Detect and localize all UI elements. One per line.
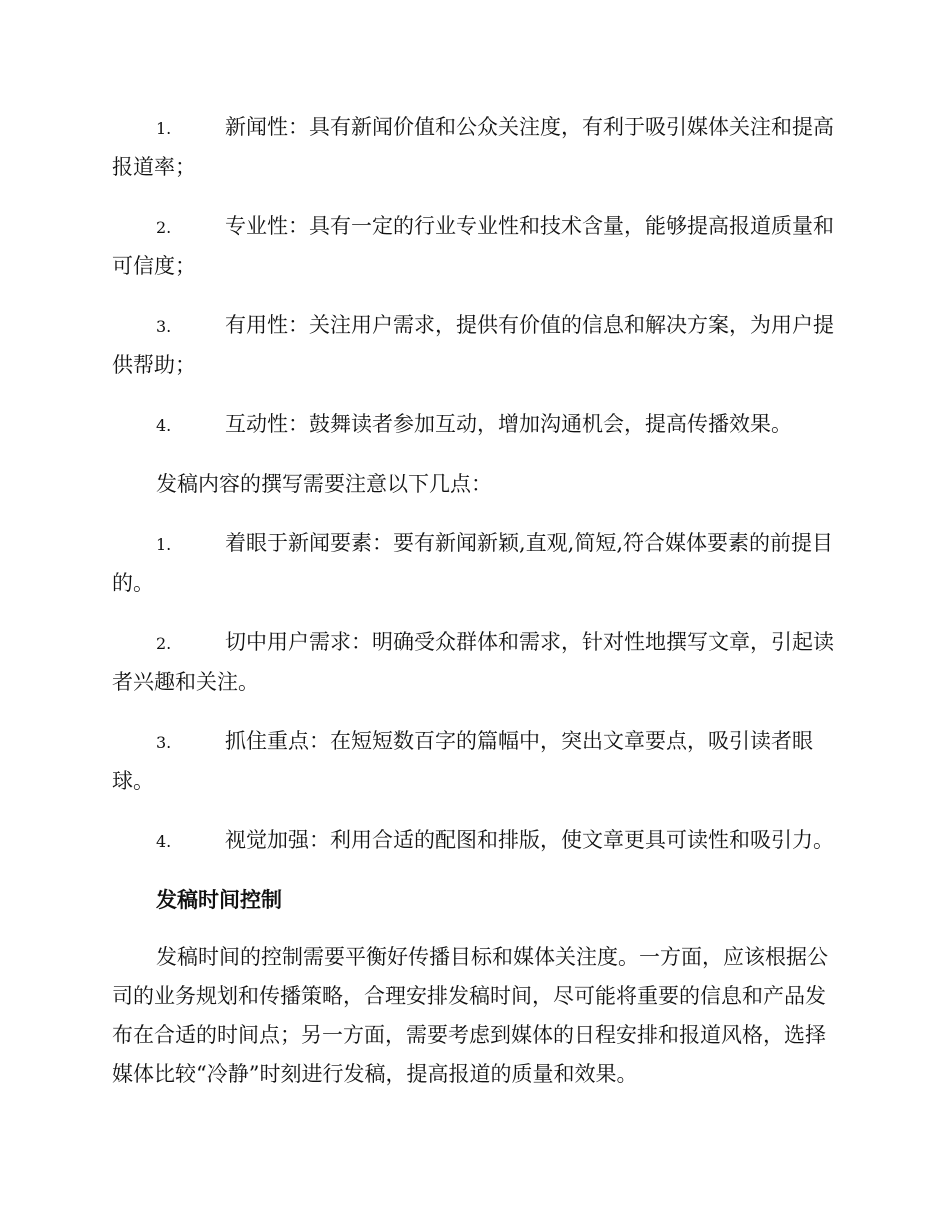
criteria-item-2 (112, 207, 836, 286)
section-body: 发稿时间的控制需要平衡好传播目标和媒体关注度。一方面，应该根据公司的业务规划和传播策略，合理安排发稿时间，尽可能将重要的信息和产品发布在合适的时间点；另一方面，需要考虑到媒体的日程安排和报道风格，选择媒体比较“冷静”时刻进行发稿，提高报道的质量和效果。 (112, 945, 828, 1086)
list-text: 互动性：鼓舞读者参加互动，增加沟通机会，提高传播效果。 (225, 412, 792, 436)
list-text: 着眼于新闻要素：要有新闻新颖,直观,简短,符合媒体要素的前提目的。 (112, 531, 834, 595)
document-content (112, 108, 836, 1094)
list-number: 3. (156, 733, 172, 752)
list-number: 1. (156, 535, 172, 554)
list-text: 新闻性：具有新闻价值和公众关注度，有利于吸引媒体关注和提高报道率； (112, 115, 834, 179)
list-text: 专业性：具有一定的行业专业性和技术含量，能够提高报道质量和可信度； (112, 214, 834, 278)
writing-intro: 发稿内容的撰写需要注意以下几点： (156, 472, 492, 496)
criteria-item-1 (112, 108, 836, 187)
list-text: 切中用户需求：明确受众群体和需求，针对性地撰写文章，引起读者兴趣和关注。 (112, 630, 834, 694)
list-number: 2. (156, 218, 172, 237)
list-text: 有用性：关注用户需求，提供有价值的信息和解决方案，为用户提供帮助； (112, 313, 834, 377)
list-number: 2. (156, 634, 172, 653)
list-number: 4. (156, 832, 172, 851)
list-number: 1. (156, 119, 172, 138)
list-text: 视觉加强：利用合适的配图和排版，使文章更具可读性和吸引力。 (225, 828, 834, 852)
criteria-item-3 (112, 306, 836, 385)
list-number: 4. (156, 416, 172, 435)
writing-item-1 (112, 524, 836, 603)
section-heading: 发稿时间控制 (156, 888, 282, 912)
writing-item-3 (112, 722, 836, 801)
criteria-item-4 (112, 405, 836, 445)
writing-item-2 (112, 623, 836, 702)
list-text: 抓住重点：在短短数百字的篇幅中，突出文章要点，吸引读者眼球。 (112, 729, 813, 793)
list-number: 3. (156, 317, 172, 336)
writing-item-4 (112, 821, 836, 861)
